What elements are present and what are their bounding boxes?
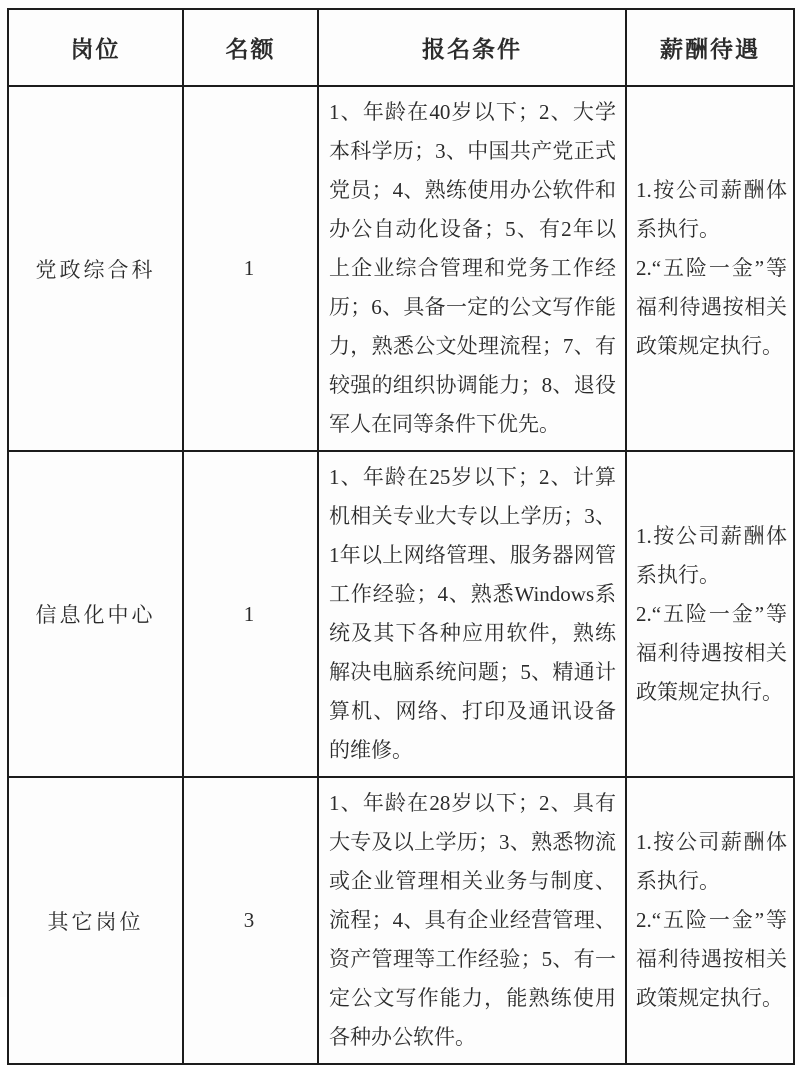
salary-line: 1.按公司薪酬体系执行。 [636,178,787,241]
table-row [8,451,794,777]
header-salary: 薪酬待遇 [626,9,794,86]
header-position: 岗位 [8,9,183,86]
salary-line: 1.按公司薪酬体系执行。 [636,523,787,587]
cell-position: 党政综合科 [8,86,183,451]
header-quota: 名额 [183,9,318,86]
cell-salary [626,86,794,451]
cell-salary [626,777,794,1064]
salary-line: 1.按公司薪酬体系执行。 [636,830,787,893]
cell-quota: 1 [183,451,318,777]
recruitment-table [7,8,795,1065]
cell-position: 其它岗位 [8,777,183,1064]
cell-conditions: 1、年龄在28岁以下；2、具有大专及以上学历；3、熟悉物流或企业管理相关业务与制度、流程；4、具有企业经营管理、资产管理等工作经验；5、有一定公文写作能力，能熟练使用各种办公软件。 [318,777,626,1064]
header-conditions: 报名条件 [318,9,626,86]
header-row [8,9,794,86]
table-row [8,86,794,451]
cell-salary [626,451,794,777]
cell-conditions: 1、年龄在25岁以下；2、计算机相关专业大专以上学历；3、1年以上网络管理、服务器网管工作经验；4、熟悉Windows系统及其下各种应用软件，熟练解决电脑系统问题；5、精通计算机、网络、打印及通讯设备的维修。 [318,451,626,777]
cell-conditions: 1、年龄在40岁以下；2、大学本科学历；3、中国共产党正式党员；4、熟练使用办公软件和办公自动化设备；5、有2年以上企业综合管理和党务工作经历；6、具备一定的公文写作能力，熟悉公文处理流程；7、有较强的组织协调能力；8、退役军人在同等条件下优先。 [318,86,626,451]
cell-position: 信息化中心 [8,451,183,777]
salary-line: 2.“五险一金”等福利待遇按相关政策规定执行。 [636,908,787,1010]
cell-quota: 1 [183,86,318,451]
table-row [8,777,794,1064]
salary-line: 2.“五险一金”等福利待遇按相关政策规定执行。 [636,256,787,358]
salary-line: 2.“五险一金”等福利待遇按相关政策规定执行。 [636,601,787,704]
cell-quota: 3 [183,777,318,1064]
